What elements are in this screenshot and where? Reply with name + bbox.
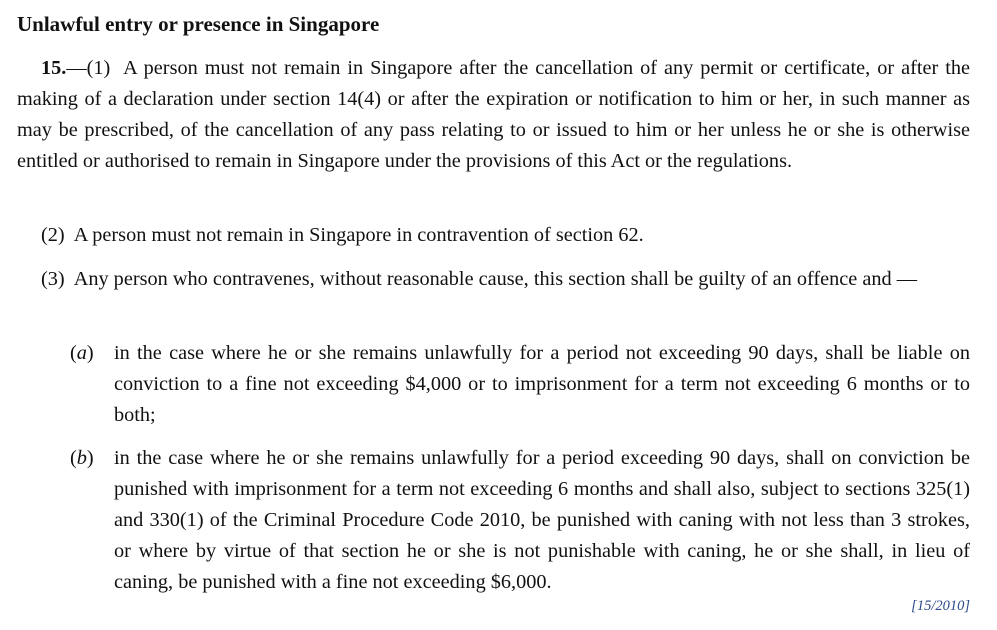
subsection-1-label: (1) (86, 57, 111, 79)
subsection-2-text: A person must not remain in Singapore in contravention of section 62. (73, 224, 644, 246)
subsection-1 (17, 53, 970, 177)
subsection-2-label: (2) (41, 224, 65, 246)
subsection-3-text: Any person who contravenes, without reasonable cause, this section shall be guilty of an offence and — (73, 268, 918, 290)
subsection-2 (17, 220, 970, 251)
section-dash: — (66, 57, 87, 79)
paragraph-b-marker: (b) (70, 447, 94, 469)
paragraph-a-marker: (a) (70, 342, 94, 364)
section-heading: Unlawful entry or presence in Singapore (17, 12, 380, 36)
paragraph-b-text: in the case where he or she remains unlawfully for a period exceeding 90 days, shall on conviction be punished with imprisonment for a term not exceeding 6 months and shall also, subject to sections 325(1) and 330(1) of the Criminal Procedure Code 2010, be punished with caning with not less than 3 strokes, or where by virtue of that section he or she is not punishable with caning, he or she shall, in lieu of caning, be punished with a fine not exceeding $6,000. (114, 447, 970, 593)
amendment-note: [15/2010] (911, 598, 970, 614)
paragraph-a-text: in the case where he or she remains unlawfully for a period not exceeding 90 days, shall be liable on conviction to a fine not exceeding $4,000 or to imprisonment for a term not exceeding 6 months or to both; (114, 342, 970, 426)
paragraph-b-letter: b (76, 447, 87, 469)
statute-document (17, 0, 970, 630)
subsection-3 (17, 264, 970, 295)
paragraph-a-letter: a (76, 342, 87, 364)
subsection-3-label: (3) (41, 268, 65, 290)
subsection-1-text: A person must not remain in Singapore after the cancellation of any permit or certificate, or after the making of a declaration under section 14(4) or after the expiration or notification to him or her, in such manner as may be prescribed, of the cancellation of any pass relating to or issued to him or her unless he or she is otherwise entitled or authorised to remain in Singapore under the provisions of this Act or the regulations. (17, 57, 970, 172)
section-number: 15. (41, 57, 67, 79)
